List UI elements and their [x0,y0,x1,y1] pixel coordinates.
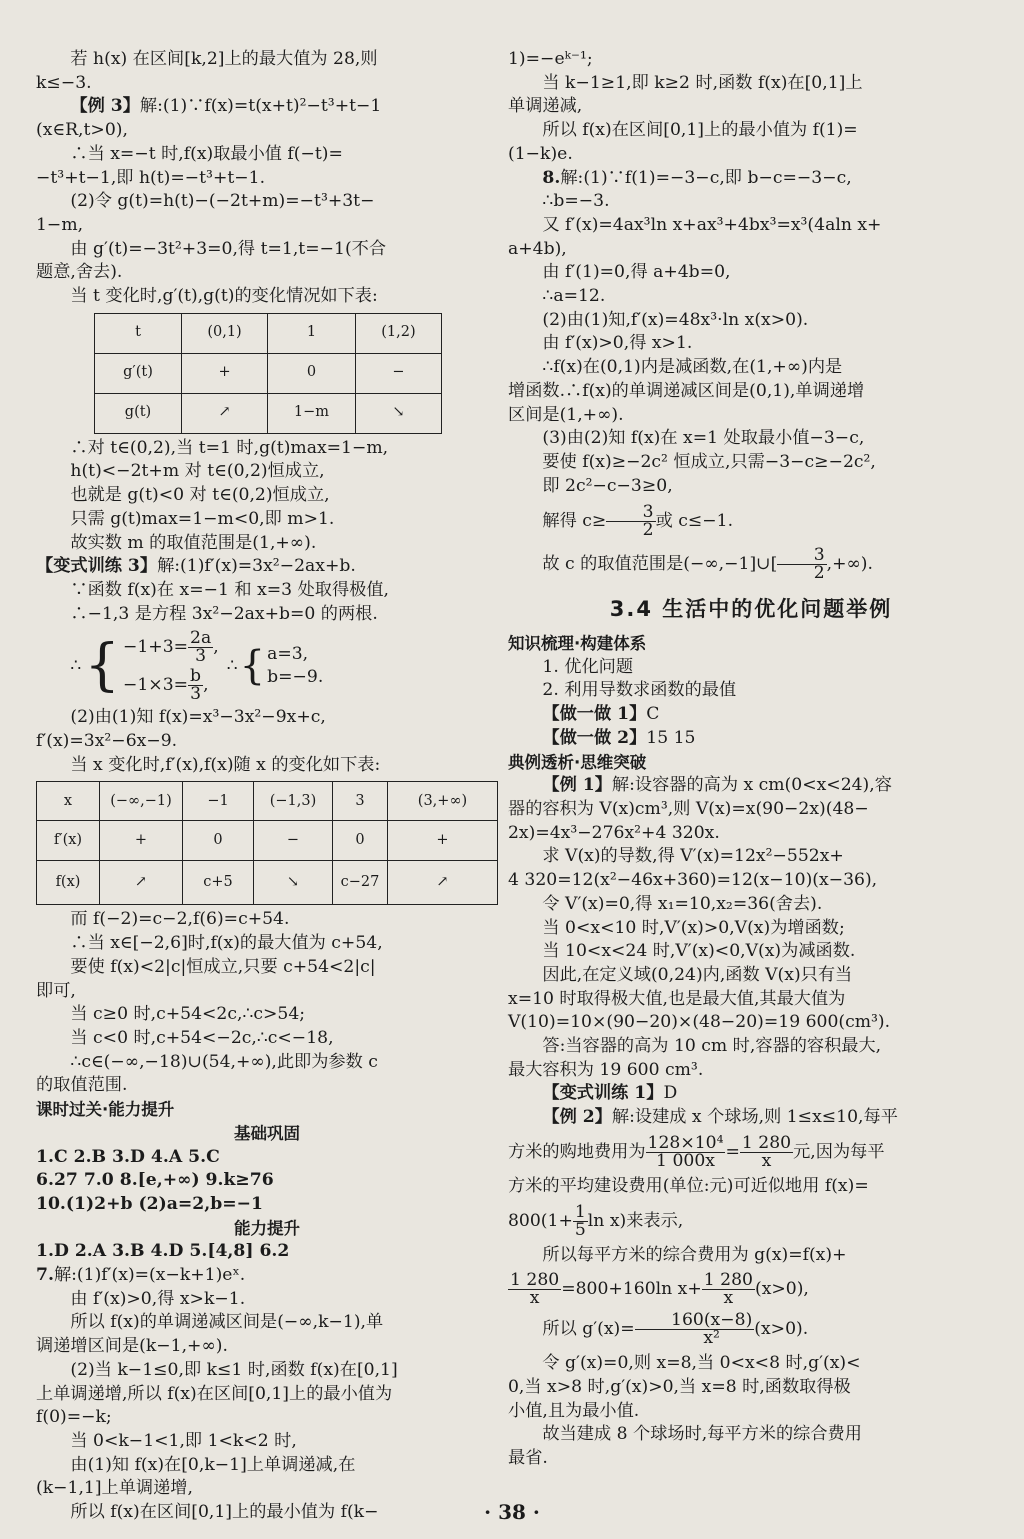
text-line: (2)当 k−1≤0,即 k≤1 时,函数 f(x)在[0,1] [70,1359,398,1380]
text-line: 由 f′(x)>0,得 x>k−1. [70,1288,246,1309]
text-line: 当 c<0 时,c+54<−2c,∴c<−18, [70,1027,334,1048]
text-line: 2. 利用导数求函数的最值 [542,680,737,701]
table-cell: ↗ [388,861,498,905]
text-line: (1−k)e. [508,143,573,164]
text-line: 4 320=12(x²−46x+360)=12(x−10)(x−36), [508,870,878,891]
table-row [37,782,498,821]
text-line: ∴a=12. [542,286,606,307]
text-line: (2)令 g(t)=h(t)−(−2t+m)=−t³+3t− [70,191,375,212]
table-row [37,861,498,905]
text-line: ∴当 x∈[−2,6]时,f(x)的最大值为 c+54, [70,933,383,954]
table-cell: −1 [183,782,254,821]
text-line: 方米的购地费用为 $\frac{\text{128×10⁴}}{1 000x}$ = $\frac{1 280}{x}$ 元,因为每平 [508,1132,885,1171]
table-row [95,393,442,433]
text-line: 所以 g′(x)= $\frac{160(x-8)}{\text{x²}}$ (x>0). [542,1310,809,1349]
text-line: 当 k−1≥1,即 k≥2 时,函数 f(x)在[0,1]上 [542,72,863,93]
text-line: 当 x 变化时,f′(x),f(x)随 x 的变化如下表: [70,754,381,775]
text-line: 若 h(x) 在区间[k,2]上的最大值为 28,则 [70,49,378,69]
subsection-heading: 基础巩固 [234,1123,300,1143]
text-line: 最大容积为 19 600 cm³. [508,1059,704,1080]
text-line: 所以 f(x)在区间[0,1]上的最小值为 f(1)= [542,120,858,141]
subsection-heading: 能力提升 [234,1218,300,1238]
answer-row: 10.(1)2+b (2)a=2,b=−1 [36,1193,263,1214]
text-line: 所以 f(x)在区间[0,1]上的最小值为 f(k− [70,1502,379,1523]
text-line: ∴f(x)在(0,1)内是减函数,在(1,+∞)内是 [542,357,843,378]
text-line: 区间是(1,+∞). [508,404,624,425]
text-line: 要使 f(x)≥−2c² 恒成立,只需−3−c≥−2c², [542,451,876,472]
text-line: ∵函数 f(x)在 x=−1 和 x=3 处取得极值, [70,579,389,600]
brace-icon: { [239,643,266,690]
text-line: 800(1+ $\frac{1}{5}$ ln x)来表示, [508,1201,684,1240]
text-line: 器的容积为 V(x)cm³,则 V(x)=x(90−2x)(48− [508,798,869,819]
text-line: (x∈R,t>0), [36,120,128,141]
table-cell: − [254,821,333,861]
text-line: 要使 f(x)<2|c|恒成立,只要 c+54<2|c| [70,956,376,977]
text-line: 由 f′(x)>0,得 x>1. [542,333,693,354]
text-line: 1)=−eᵏ⁻¹; [508,49,593,69]
table-cell: (1,2) [355,313,441,353]
table-cell: g′(t) [95,353,182,393]
text-line: k≤−3. [36,72,92,93]
page-number: · 38 · [484,1500,540,1524]
left-column [36,48,498,1525]
text-line: 最省. [508,1448,548,1469]
text-line: 而 f(−2)=c−2,f(6)=c+54. [70,909,290,930]
section-heading: 课时过关·能力提升 [36,1100,175,1120]
table-cell: ↘ [355,393,441,433]
table-cell: t [95,313,182,353]
text-line: a+4b), [508,238,567,259]
text-line: ∴−1,3 是方程 3x²−2ax+b=0 的两根. [70,603,378,624]
right-column [508,48,994,1471]
table-cell: g(t) [95,393,182,433]
table-cell: x [37,782,100,821]
text-line: 小值,且为最小值. [508,1400,640,1421]
table-cell: 0 [268,353,356,393]
text-line: 当 c≥0 时,c+54<2c,∴c>54; [70,1004,306,1025]
text-line: 故实数 m 的取值范围是(1,+∞). [70,532,317,553]
text-line: 只需 g(t)max=1−m<0,即 m>1. [70,508,335,529]
text-line: 也就是 g(t)<0 对 t∈(0,2)恒成立, [70,485,330,506]
text-line: 故当建成 8 个球场时,每平方米的综合费用 [542,1424,862,1445]
text-line: 调递增区间是(k−1,+∞). [36,1336,228,1357]
text-line: 【例 2】解:设建成 x 个球场,则 1≤x≤10,每平 [542,1107,898,1128]
text-line: 增函数.∴f(x)的单调递减区间是(0,1),单调递增 [508,380,865,401]
table-cell: ↗ [100,861,183,905]
text-line: V(10)=10×(90−20)×(48−20)=19 600(cm³). [508,1012,891,1033]
text-line: (k−1,1]上单调递增, [36,1478,193,1499]
text-line: ∴当 x=−t 时,f(x)取最小值 f(−t)= [70,143,343,164]
text-line: f′(x)=3x²−6x−9. [36,731,178,752]
example-tag: 【变式训练 3】 [36,556,158,577]
section-title: 3.4 生活中的优化问题举例 [609,597,893,622]
text-line: (3)由(2)知 f(x)在 x=1 处取最小值−3−c, [542,428,865,449]
text-line: 单调递减, [508,96,583,117]
example-tag: 【例 3】 [70,96,140,117]
table-row [95,313,442,353]
equation-system: ∴ { −1+3= $\frac{2a}{3}$ , −1×3= $\frac{b}{3}$ , ∴ { a=3, b=−9. [70,627,324,704]
text-line: 令 g′(x)=0,则 x=8,当 0<x<8 时,g′(x)< [542,1353,861,1374]
text-line: 当 t 变化时,g′(t),g(t)的变化情况如下表: [70,286,378,307]
text-line: 7.解:(1)f′(x)=(x−k+1)eˣ. [36,1265,246,1286]
table-cell: + [182,353,268,393]
text-line: 令 V′(x)=0,得 x₁=10,x₂=36(舍去). [542,893,823,914]
brace-icon: { [84,633,120,699]
table-cell: (0,1) [182,313,268,353]
text-line: 【例 1】解:设容器的高为 x cm(0<x<24),容 [542,775,892,796]
text-line: ∴b=−3. [542,191,610,212]
text-line: 求 V(x)的导数,得 V′(x)=12x²−552x+ [542,846,844,867]
text-line: 又 f′(x)=4ax³ln x+ax³+4bx³=x³(4aln x+ [542,214,882,235]
text-line: 由(1)知 f(x)在[0,k−1]上单调递减,在 [70,1454,356,1475]
section-heading: 知识梳理·构建体系 [508,634,647,654]
text-line: h(t)<−2t+m 对 t∈(0,2)恒成立, [70,461,325,482]
table-cell: f′(x) [37,821,100,861]
text-line: 上单调递增,所以 f(x)在区间[0,1]上的最小值为 [36,1383,393,1404]
text-line: 当 10<x<24 时,V′(x)<0,V(x)为减函数. [542,941,856,962]
text-line: 解得 c≥ $\frac{3}{2}$ 或 c≤−1. [542,502,734,541]
text-line: 即可, [36,980,76,1001]
text-line: 答:当容器的高为 10 cm 时,容器的容积最大, [542,1036,882,1057]
text-line: $\frac{1 280}{x}$ =800+160ln x+ $\frac{1 280}{x}$ (x>0), [510,1270,809,1309]
text-line: 【例 3】解:(1)∵f(x)=t(x+t)²−t³+t−1 [70,96,382,117]
table-cell: 0 [333,821,388,861]
text-line: 方米的平均建设费用(单位:元)可近似地用 f(x)= [508,1175,869,1196]
table-row [37,821,498,861]
text-line: 由 f′(1)=0,得 a+4b=0, [542,262,731,283]
table-cell: ↗ [182,393,268,433]
answer-row: 6.27 7.0 8.[e,+∞) 9.k≥76 [36,1170,274,1191]
text-line: 0,当 x>8 时,g′(x)>0,当 x=8 时,函数取得极 [508,1376,851,1397]
table-cell: (−1,3) [254,782,333,821]
text-line: x=10 时取得极大值,也是最大值,其最大值为 [508,988,846,1009]
text-line: 8.解:(1)∵f(1)=−3−c,即 b−c=−3−c, [542,167,852,188]
table-cell: + [100,821,183,861]
table-cell: (−∞,−1) [100,782,183,821]
table-g-variation [94,313,442,434]
table-cell: − [355,353,441,393]
text-line: 的取值范围. [36,1075,128,1096]
text-line: 即 2c²−c−3≥0, [542,475,673,496]
text-line: ∴c∈(−∞,−18)∪(54,+∞),此即为参数 c [70,1051,378,1072]
text-line: (2)由(1)知,f′(x)=48x³·ln x(x>0). [542,309,809,330]
text-line: 因此,在定义域(0,24)内,函数 V(x)只有当 [542,964,853,985]
text-line: f(0)=−k; [36,1407,112,1428]
text-line: 【做一做 2】15 15 [542,727,696,748]
table-row [95,353,442,393]
text-line: (2)由(1)知 f(x)=x³−3x²−9x+c, [70,707,326,728]
table-cell: 1 [268,313,356,353]
text-line: 1−m, [36,214,84,235]
text-line: 当 0<x<10 时,V′(x)>0,V(x)为增函数; [542,917,845,938]
answer-row: 1.C 2.B 3.D 4.A 5.C [36,1146,220,1167]
text-line: 故 c 的取值范围是(−∞,−1]∪[ $\frac{3}{2}$ ,+∞). [542,545,873,584]
table-cell: f(x) [37,861,100,905]
text-line: 所以每平方米的综合费用为 g(x)=f(x)+ [542,1244,847,1265]
text-line: 【做一做 1】C [542,704,660,725]
text-line: 由 g′(t)=−3t²+3=0,得 t=1,t=−1(不合 [70,238,387,259]
table-cell: c−27 [333,861,388,905]
text-line: 当 0<k−1<1,即 1<k<2 时, [70,1430,297,1451]
table-f-variation [36,781,498,905]
table-cell: (3,+∞) [388,782,498,821]
answer-row: 1.D 2.A 3.B 4.D 5.[4,8] 6.2 [36,1241,290,1262]
table-cell: + [388,821,498,861]
table-cell: c+5 [183,861,254,905]
table-cell: 3 [333,782,388,821]
text-line: ∴对 t∈(0,2),当 t=1 时,g(t)max=1−m, [70,437,389,458]
table-cell: 1−m [268,393,356,433]
text-line: 【变式训练 3】解:(1)f′(x)=3x²−2ax+b. [36,556,356,577]
text-line: 1. 优化问题 [542,656,634,677]
text-line: 【变式训练 1】D [542,1083,678,1104]
text-line: 所以 f(x)的单调递减区间是(−∞,k−1),单 [70,1312,384,1333]
text-line: 题意,舍去). [36,262,123,283]
table-cell: ↘ [254,861,333,905]
section-heading: 典例透析·思维突破 [508,752,647,772]
text-line: −t³+t−1,即 h(t)=−t³+t−1. [36,167,266,188]
text-line: 2x)=4x³−276x²+4 320x. [508,822,720,843]
table-cell: 0 [183,821,254,861]
